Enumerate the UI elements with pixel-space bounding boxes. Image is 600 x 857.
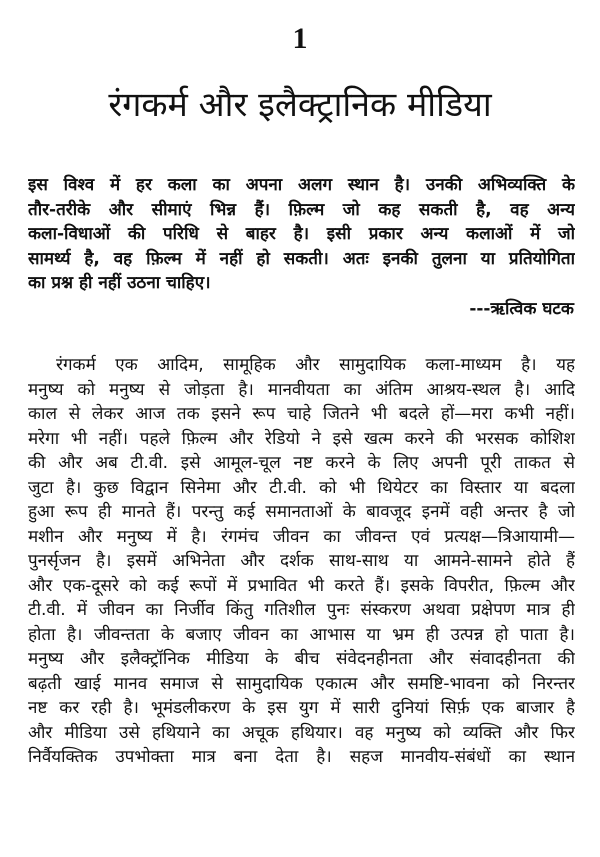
body-line: बढ़ती खाई मानव समाज से सामुदायिक एकात्म और समष्टि-भावना को निरन्तर [28,673,575,694]
body-line: निर्वैयक्तिक उपभोक्ता मात्र बना देता है। सहज मानवीय-संबंधों का स्थान [28,747,575,767]
body-line: काल से लेकर आज तक इसने रूप चाहे जितने भी बदले हों—मरा कभी नहीं। [28,404,575,424]
quote-line: का प्रश्न ही नहीं उठना चाहिए। [28,273,211,293]
epigraph-quote [28,173,575,296]
body-line: पुनर्सृजन है। इसमें अभिनेता और दर्शक साथ-साथ या आमने-सामने होते हैं [28,551,575,571]
body-line: और मीडिया उसे हथियाने का अचूक हथियार। वह मनुष्य को व्यक्ति और फिर [28,722,575,743]
body-paragraph [28,353,575,770]
body-line: नष्ट कर रही है। भूमंडलीकरण के इस युग में सारी दुनियां सिर्फ़ एक बाजार है [28,698,575,718]
body-line: टी.वी. में जीवन का निर्जीव किंतु गतिशील पुनः संस्करण अथवा प्रक्षेपण मात्र ही [28,600,575,620]
body-line: की और अब टी.वी. इसे आमूल-चूल नष्ट करने के लिए अपनी पूरी ताकत से [28,453,575,473]
chapter-title: रंगकर्म और इलैक्ट्रानिक मीडिया [108,85,492,125]
body-line: हुआ रूप ही मानते हैं। परन्तु कई समानताओं के बावजूद इनमें वही अन्तर है जो [28,502,575,522]
chapter-number: 1 [292,22,308,55]
body-line: रंगकर्म एक आदिम, सामूहिक और सामुदायिक कला-माध्यम है। यह [56,355,575,375]
body-line: मरेगा भी नहीं। पहले फ़िल्म और रेडियो ने इसे खत्म करने की भरसक कोशिश [28,428,575,449]
quote-line: कला-विधाओं की परिधि से बाहर है। इसी प्रकार अन्य कलाओं में जो [28,224,575,244]
body-line: और एक-दूसरे को कई रूपों में प्रभावित भी करते हैं। इसके विपरीत, फ़िल्म और [28,575,575,596]
body-line: मनुष्य और इलैक्ट्रॉनिक मीडिया के बीच संवेदनहीनता और संवादहीनता की [28,649,575,669]
quote-line: सामर्थ्य है, वह फ़िल्म में नहीं हो सकती। अतः इनकी तुलना या प्रतियोगिता [28,248,575,269]
body-line: मनुष्य को मनुष्य से जोड़ता है। मानवीयता का अंतिम आश्रय-स्थल है। आदि [28,379,575,400]
quote-line: तौर-तरीके और सीमाएं भिन्न हैं। फ़िल्म जो कह सकती है, वह अन्य [28,199,575,220]
body-line: मशीन और मनुष्य में है। रंगमंच जीवन का जीवन्त एवं प्रत्यक्ष—त्रिआयामी— [28,526,575,547]
body-line: होता है। जीवन्तता के बजाए जीवन का आभास या भ्रम ही उत्पन्न हो पाता है। [28,624,575,645]
quote-attribution: ---ऋत्विक घटक [469,299,574,319]
quote-line: इस विश्व में हर कला का अपना अलग स्थान है। उनकी अभिव्यक्ति के [28,175,575,195]
body-line: जुटा है। कुछ विद्वान सिनेमा और टी.वी. को भी थियेटर का विस्तार या बदला [28,477,575,498]
